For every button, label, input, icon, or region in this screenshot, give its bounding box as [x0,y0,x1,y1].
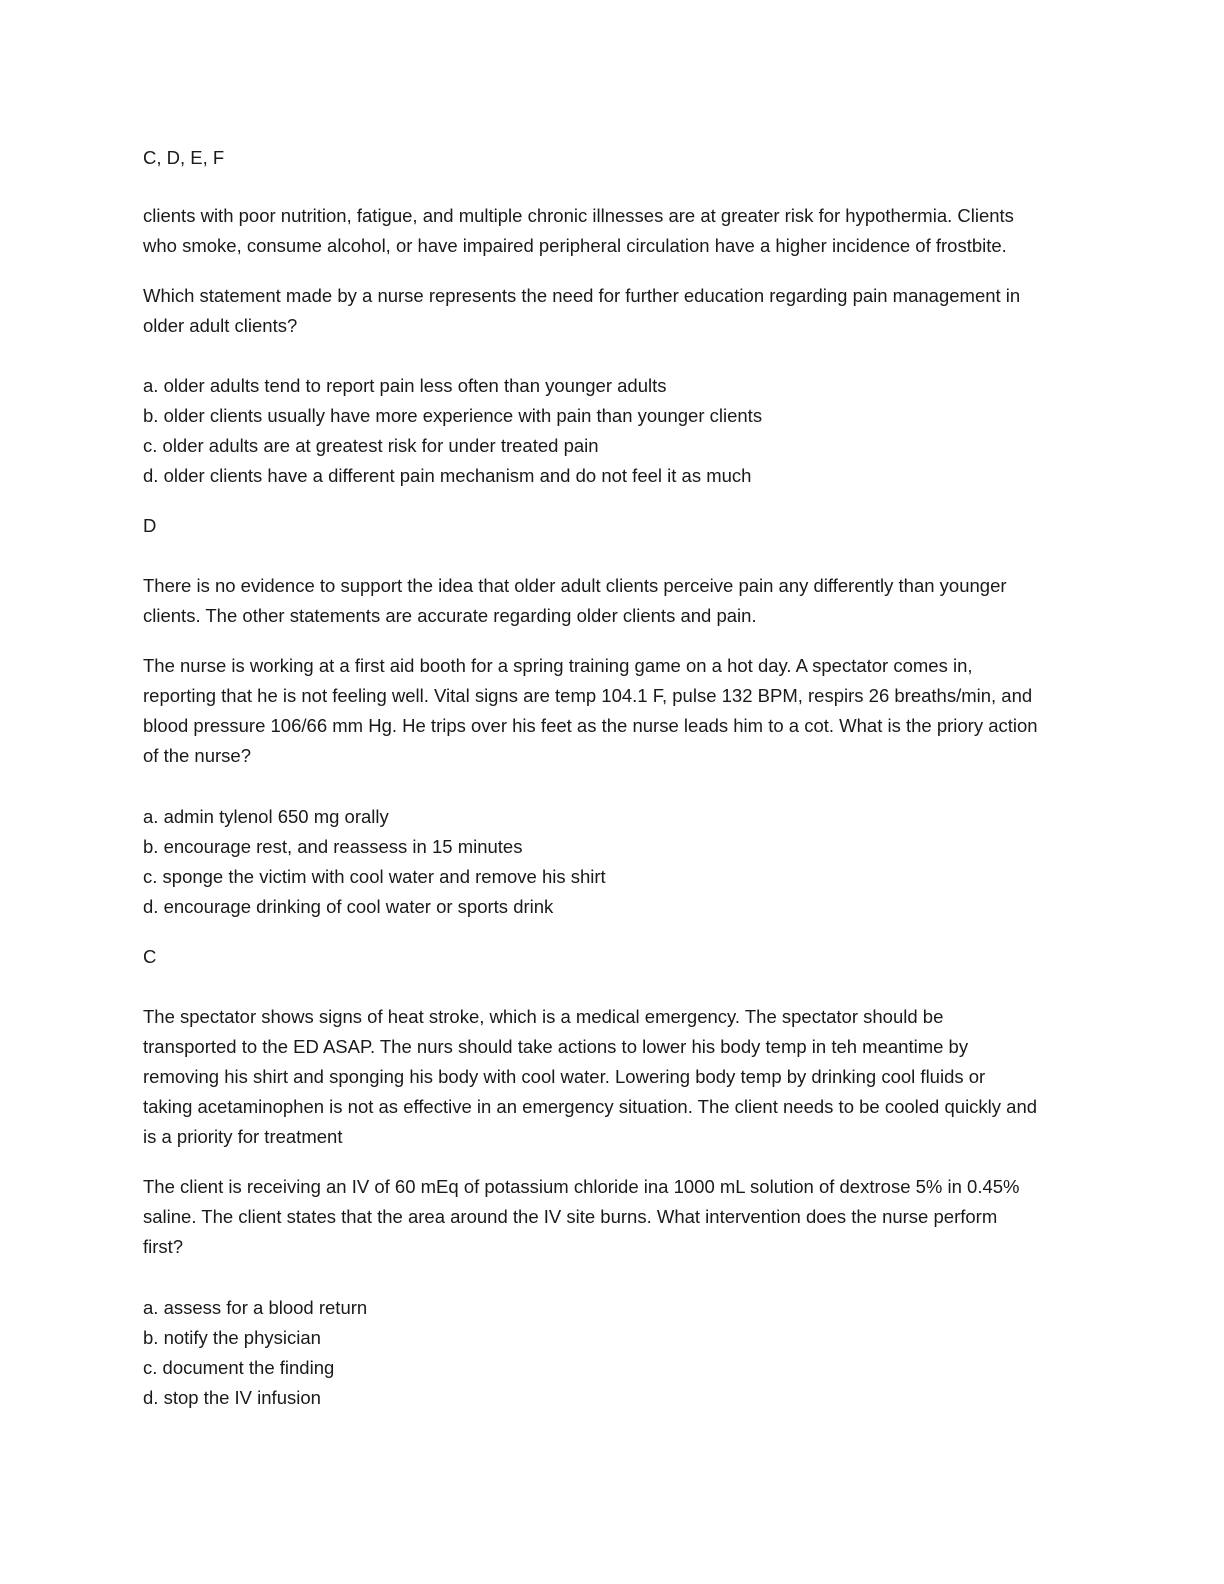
rationale-text-line: clients. The other statements are accurate regarding older clients and pain. [143,605,757,627]
answer-option: b. encourage rest, and reassess in 15 minutes [143,836,523,858]
answer-option: c. older adults are at greatest risk for under treated pain [143,435,599,457]
answer-option: d. stop the IV infusion [143,1387,321,1409]
answer-option: c. sponge the victim with cool water and remove his shirt [143,866,606,888]
question-text-line: Which statement made by a nurse represents the need for further education regarding pain management in [143,285,1021,306]
rationale-text-line: taking acetaminophen is not as effective in an emergency situation. The client needs to be cooled quickly and [143,1096,1038,1118]
answer-option: d. encourage drinking of cool water or sports drink [143,896,554,918]
rationale-text-line: is a priority for treatment [143,1126,343,1148]
answer-option: b. older clients usually have more experience with pain than younger clients [143,405,763,427]
answer-option: a. admin tylenol 650 mg orally [143,806,389,827]
answer-option: b. notify the physician [143,1327,321,1349]
answer-option: c. document the finding [143,1357,335,1379]
rationale-text-line: clients with poor nutrition, fatigue, and multiple chronic illnesses are at greater risk for hypothermia. Clients [143,205,1014,226]
rationale-text-line: The spectator shows signs of heat stroke, which is a medical emergency. The spectator should be [143,1006,944,1027]
question-text-line: The nurse is working at a first aid booth for a spring training game on a hot day. A spectator comes in, [143,655,973,676]
answer-option: a. older adults tend to report pain less often than younger adults [143,375,667,396]
question-text-line: saline. The client states that the area around the IV site burns. What intervention does the nurse perform [143,1206,998,1228]
answer-text-line: C, D, E, F [143,147,225,168]
question-text-line: first? [143,1236,184,1258]
rationale-text-line: There is no evidence to support the idea that older adult clients perceive pain any differently than younger [143,575,1007,596]
question-text-line: reporting that he is not feeling well. Vital signs are temp 104.1 F, pulse 132 BPM, respirs 26 breaths/min, and [143,685,1033,707]
question-text-line: of the nurse? [143,745,251,767]
answer-text-line: C [143,946,157,967]
rationale-text-line: who smoke, consume alcohol, or have impaired peripheral circulation have a higher incidence of frostbite. [143,235,1007,257]
question-text-line: older adult clients? [143,315,298,337]
answer-text-line: D [143,515,157,536]
rationale-text-line: transported to the ED ASAP. The nurs should take actions to lower his body temp in teh meantime by [143,1036,969,1058]
answer-option: d. older clients have a different pain mechanism and do not feel it as much [143,465,752,487]
rationale-text-line: removing his shirt and sponging his body with cool water. Lowering body temp by drinking cool fluids or [143,1066,986,1088]
question-text-line: The client is receiving an IV of 60 mEq of potassium chloride ina 1000 mL solution of dextrose 5% in 0.45% [143,1176,1020,1197]
question-text-line: blood pressure 106/66 mm Hg. He trips over his feet as the nurse leads him to a cot. What is the priory action [143,715,1038,737]
answer-option: a. assess for a blood return [143,1297,368,1318]
